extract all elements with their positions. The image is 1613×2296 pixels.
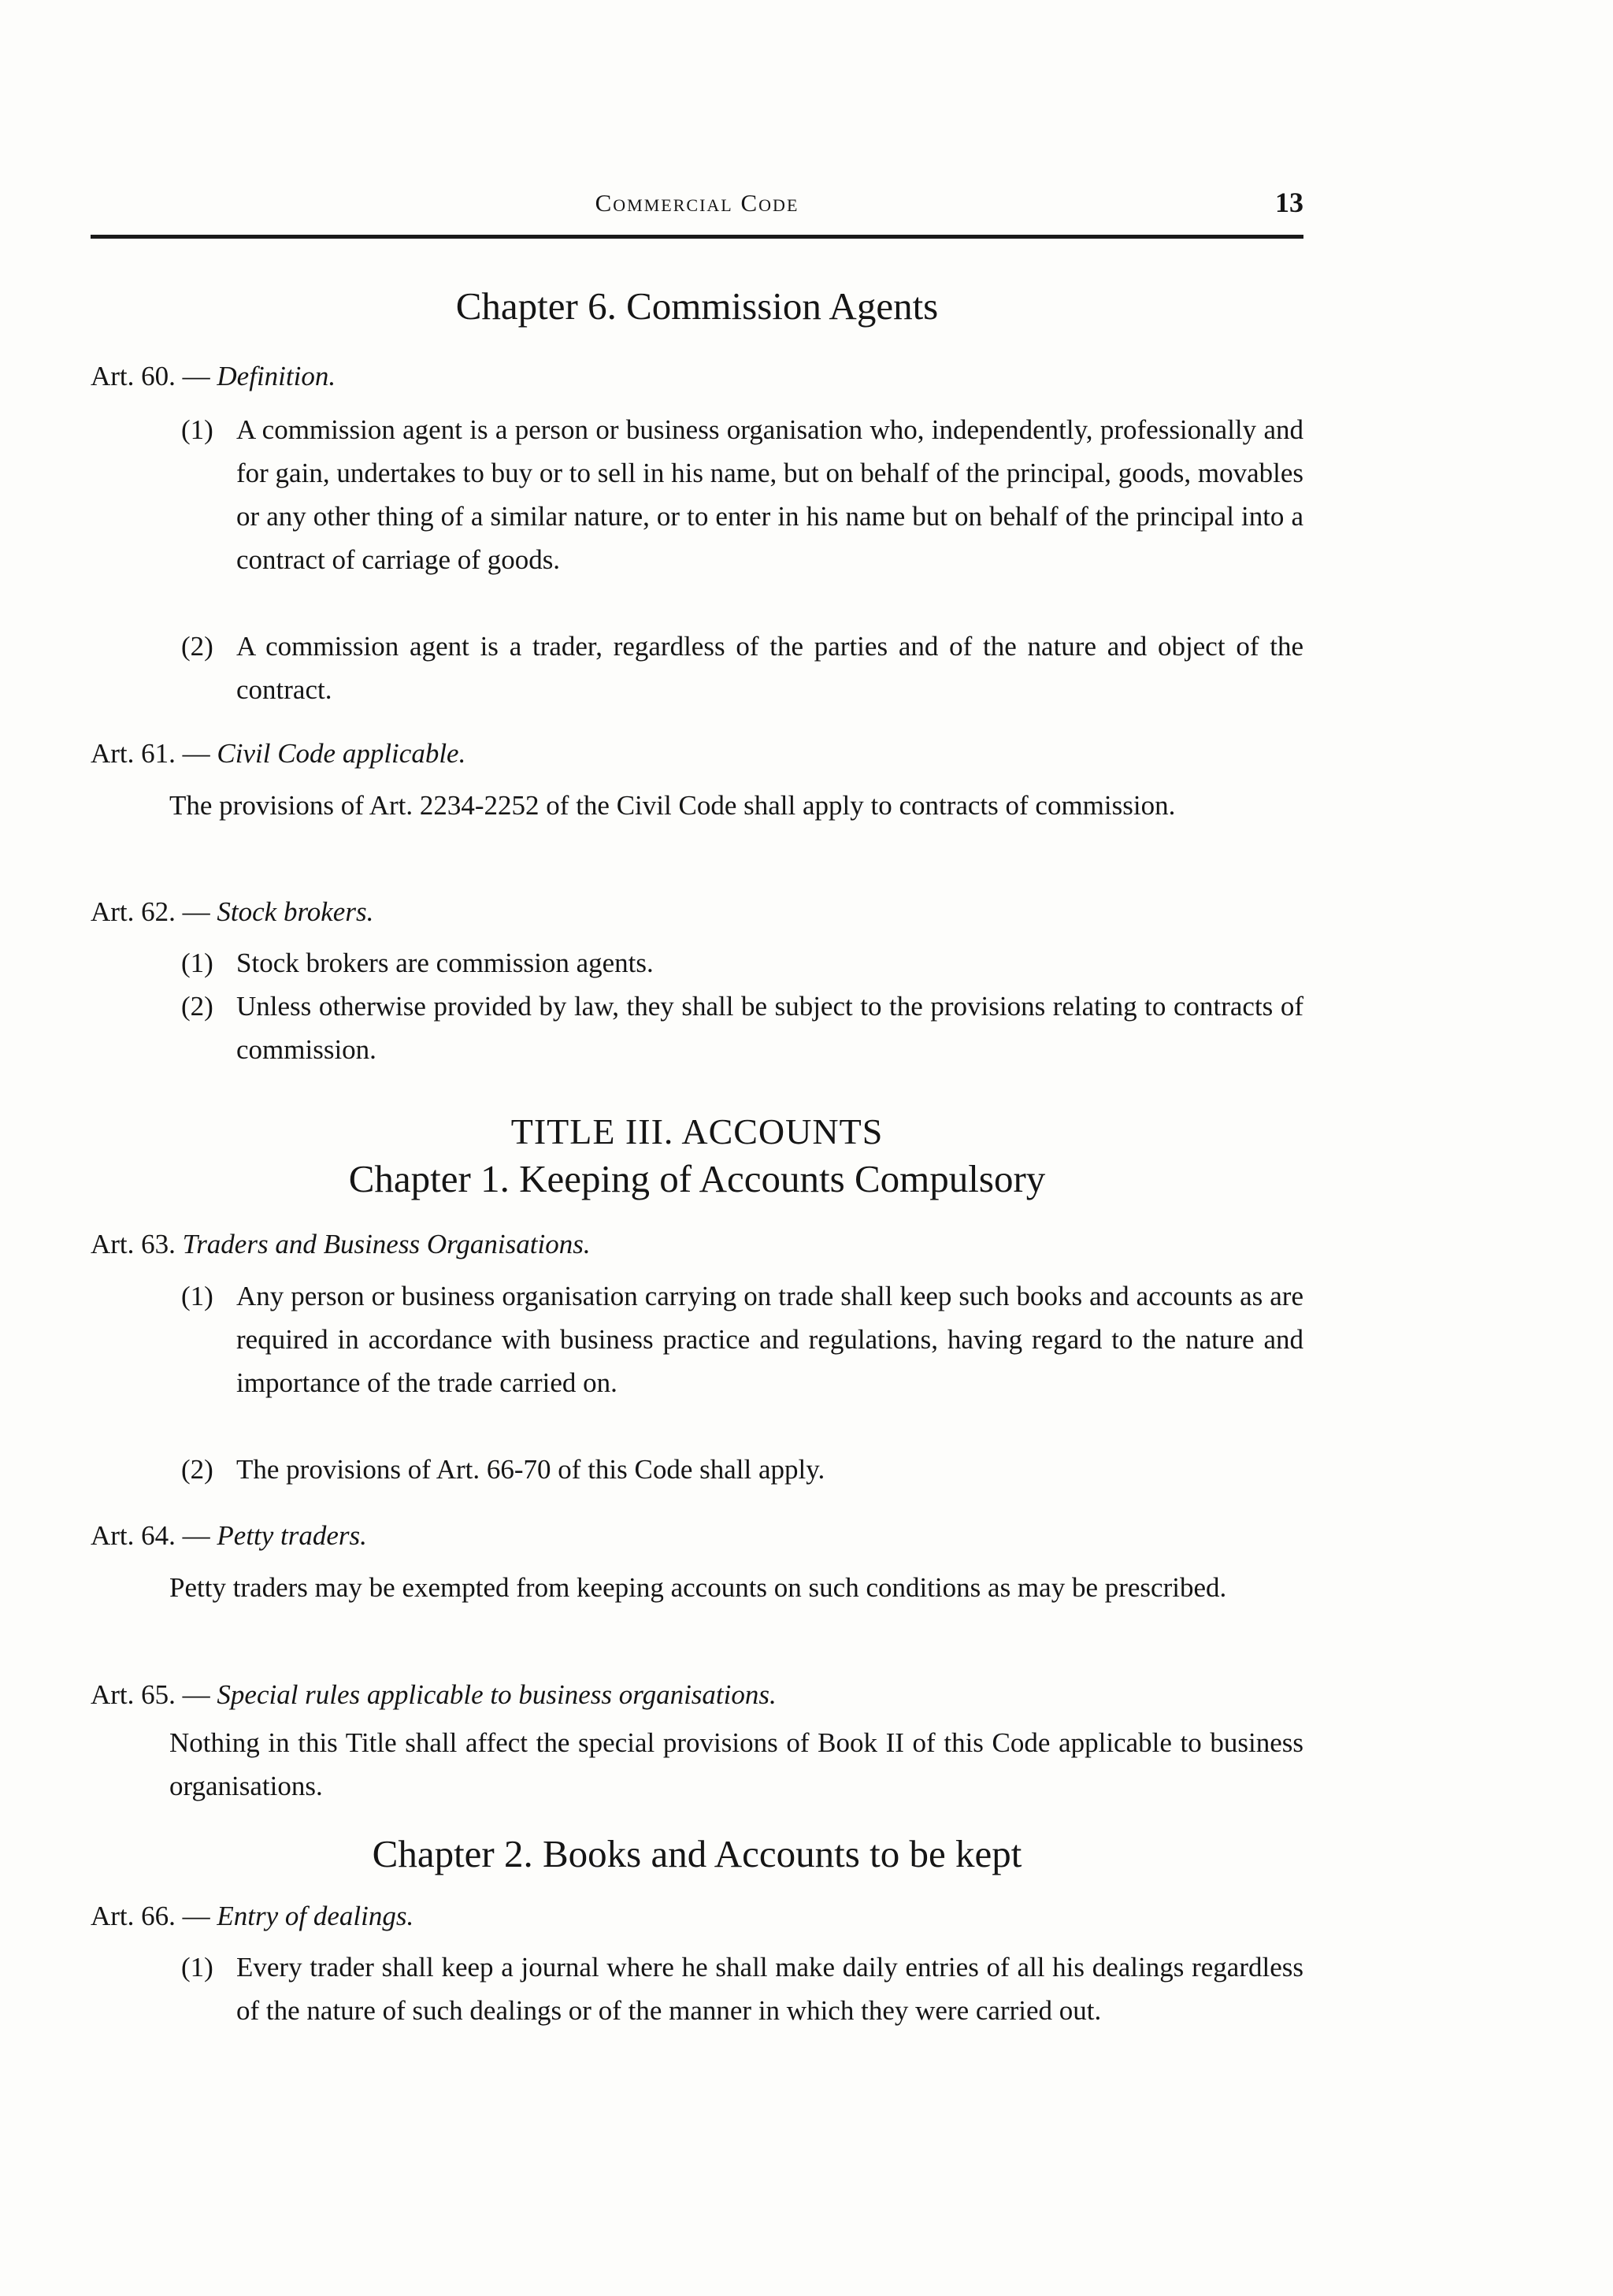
- paragraph-number: (1): [181, 1952, 213, 1983]
- article-66-heading: [91, 1901, 413, 1932]
- paragraph-number: (2): [181, 1454, 213, 1485]
- paragraph-number: (1): [181, 948, 213, 978]
- article-63-heading: [91, 1229, 591, 1260]
- article-63-paragraph-1: [181, 1274, 1303, 1404]
- article-61-text: The provisions of Art. 2234-2252 of the Civil Code shall apply to contracts of commission.: [169, 790, 1176, 821]
- title-iii-heading: TITLE III. ACCOUNTS: [510, 1111, 884, 1152]
- article-63-label: Art. 63.: [91, 1229, 176, 1259]
- paragraph-text: Every trader shall keep a journal where he shall make daily entries of all his dealings regardless of the nature of such dealings or of the manner in which they were carried out.: [236, 1952, 1303, 2026]
- paragraph-text: Stock brokers are commission agents.: [236, 948, 654, 978]
- paragraph-number: (1): [181, 414, 213, 445]
- article-65-text: Nothing in this Title shall affect the special provisions of Book II of this Code applicable to business organisations.: [169, 1727, 1303, 1801]
- header-rule: [91, 235, 1303, 239]
- paragraph-text: A commission agent is a person or business organisation who, independently, professionally and for gain, undertakes to buy or to sell in his name, but on behalf of the principal, goods, movables or any other thing of a similar nature, or to enter in his name but on behalf of the principal into a contract of carriage of goods.: [236, 414, 1303, 575]
- article-61-heading: [91, 738, 465, 770]
- article-62-title: Stock brokers.: [217, 896, 374, 927]
- article-60-paragraph-2: [181, 625, 1303, 711]
- article-64-label: Art. 64. —: [91, 1520, 210, 1551]
- paragraph-number: (2): [181, 631, 213, 662]
- page-number: 13: [1275, 187, 1303, 218]
- article-66-title: Entry of dealings.: [217, 1901, 414, 1931]
- article-62-paragraph-2: [181, 985, 1303, 1071]
- chapter-6-title: Chapter 6. Commission Agents: [455, 284, 939, 328]
- paragraph-text: Unless otherwise provided by law, they shall be subject to the provisions relating to contracts of commission.: [236, 991, 1303, 1065]
- paragraph-number: (1): [181, 1281, 213, 1311]
- article-65-title: Special rules applicable to business organisations.: [217, 1679, 777, 1710]
- running-title: Commercial Code: [595, 189, 799, 217]
- article-62-label: Art. 62. —: [91, 896, 210, 927]
- article-66-paragraph-1: [181, 1945, 1303, 2032]
- article-62-paragraph-1: [181, 941, 1303, 985]
- paragraph-text: A commission agent is a trader, regardless of the parties and of the nature and object of the contract.: [236, 631, 1303, 705]
- page-header: [91, 183, 1303, 230]
- article-66-label: Art. 66. —: [91, 1901, 210, 1931]
- article-64-title: Petty traders.: [217, 1520, 367, 1551]
- paragraph-number: (2): [181, 991, 213, 1022]
- article-63-paragraph-2: [181, 1448, 1303, 1491]
- article-64-heading: [91, 1520, 367, 1552]
- article-60-paragraph-1: [181, 408, 1303, 581]
- article-61-label: Art. 61. —: [91, 738, 210, 769]
- article-65-heading: [91, 1679, 777, 1711]
- chapter-1-title: Chapter 1. Keeping of Accounts Compulsory: [348, 1157, 1046, 1200]
- article-60-heading: [91, 361, 336, 392]
- article-60-title: Definition.: [217, 361, 336, 391]
- chapter-2-title: Chapter 2. Books and Accounts to be kept: [372, 1832, 1022, 1875]
- article-62-heading: [91, 896, 373, 928]
- article-65-label: Art. 65. —: [91, 1679, 210, 1710]
- article-61-title: Civil Code applicable.: [217, 738, 466, 769]
- paragraph-text: Any person or business organisation carrying on trade shall keep such books and accounts as are required in accordance with business practice and regulations, having regard to the nature and importance of the trade carried on.: [236, 1281, 1303, 1398]
- article-60-label: Art. 60. —: [91, 361, 210, 391]
- article-63-title: Traders and Business Organisations.: [182, 1229, 591, 1259]
- article-64-text: Petty traders may be exempted from keeping accounts on such conditions as may be prescribed.: [169, 1572, 1227, 1603]
- paragraph-text: The provisions of Art. 66-70 of this Code shall apply.: [236, 1454, 825, 1485]
